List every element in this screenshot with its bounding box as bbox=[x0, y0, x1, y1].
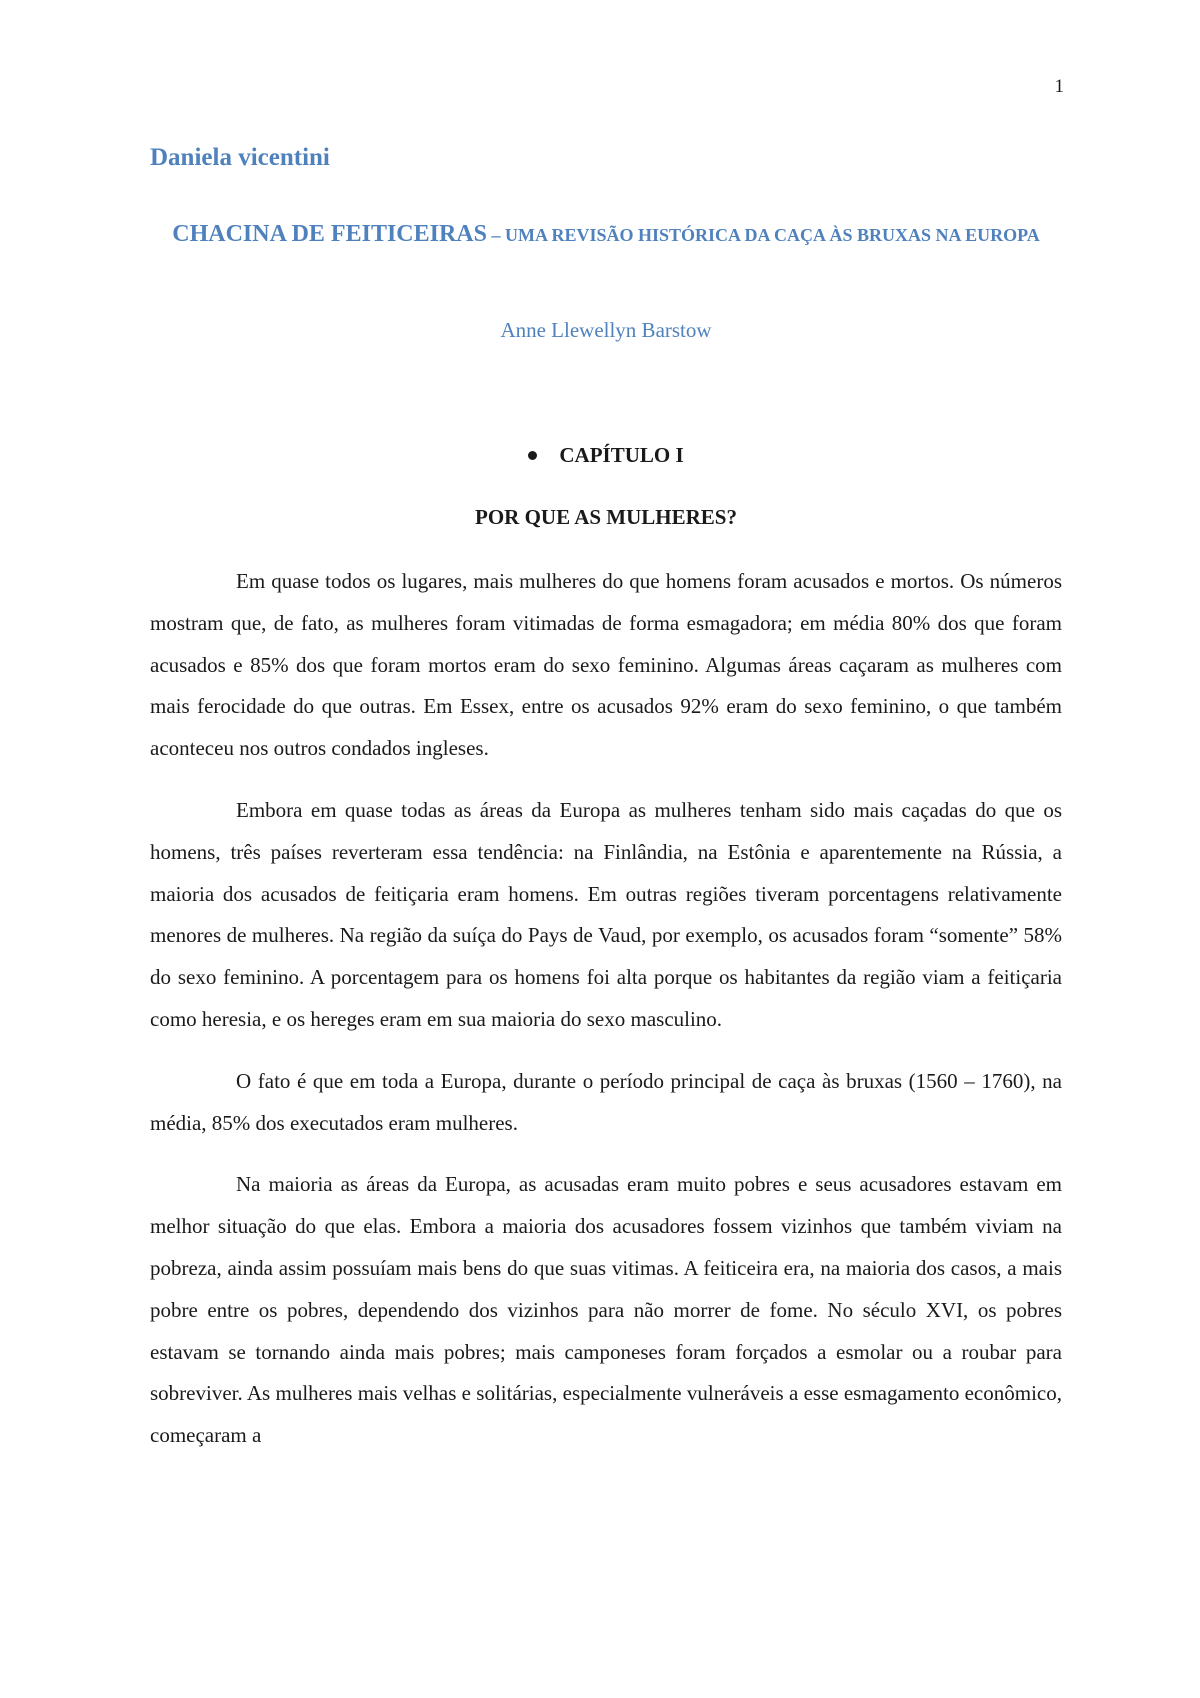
book-subtitle: UMA REVISÃO HISTÓRICA DA CAÇA ÀS BRUXAS NA EUROPA bbox=[504, 225, 1040, 245]
page-number: 1 bbox=[1054, 76, 1064, 97]
book-title-separator: – bbox=[486, 225, 505, 245]
paragraph: Na maioria as áreas da Europa, as acusadas eram muito pobres e seus acusadores estavam em melhor situação do que elas. Embora a maioria dos acusadores fossem vizinhos que também viviam na pobreza, ainda assim possuíam mais bens do que suas vitimas. A feiticeira era, na maioria dos casos, a mais pobre entre os pobres, dependendo dos vizinhos para não morrer de fome. No século XVI, os pobres estavam se tornando ainda mais pobres; mais camponeses foram forçados a esmolar ou a roubar para sobreviver. As mulheres mais velhas e solitárias, especialmente vulneráveis a esse esmagamento econômico, começaram a bbox=[150, 1172, 1062, 1448]
paragraph: Embora em quase todas as áreas da Europa as mulheres tenham sido mais caçadas do que os homens, três países reverteram essa tendência: na Finlândia, na Estônia e aparentemente na Rússia, a maioria dos acusados de feitiçaria eram homens. Em outras regiões tiveram porcentagens relativamente menores de mulheres. Na região da suíça do Pays de Vaud, por exemplo, os acusados foram “somente” 58% do sexo feminino. A porcentagem para os homens foi alta porque os habitantes da região viam a feitiçaria como heresia, e os hereges eram em sua maioria do sexo masculino. bbox=[150, 797, 1062, 1031]
chapter-heading bbox=[150, 443, 1062, 468]
paragraph: O fato é que em toda a Europa, durante o período principal de caça às bruxas (1560 – 1760), na média, 85% dos executados eram mulheres. bbox=[150, 1068, 1062, 1135]
paragraph: Em quase todos os lugares, mais mulheres do que homens foram acusados e mortos. Os números mostram que, de fato, as mulheres foram vitimadas de forma esmagadora; em média 80% dos que foram acusados e 85% dos que foram mortos eram do sexo feminino. Algumas áreas caçaram as mulheres com mais ferocidade do que outras. Em Essex, entre os acusados 92% eram do sexo feminino, o que também aconteceu nos outros condados ingleses. bbox=[150, 569, 1062, 761]
book-author: Anne Llewellyn Barstow bbox=[500, 318, 712, 342]
bullet-icon bbox=[528, 451, 537, 460]
body-text bbox=[150, 561, 1062, 1477]
chapter-label: CAPÍTULO I bbox=[559, 443, 684, 467]
section-title: POR QUE AS MULHERES? bbox=[475, 505, 737, 529]
document-author-name: Daniela vicentini bbox=[150, 144, 330, 171]
book-title-main: CHACINA DE FEITICEIRAS bbox=[172, 221, 487, 247]
book-title bbox=[150, 214, 1062, 257]
